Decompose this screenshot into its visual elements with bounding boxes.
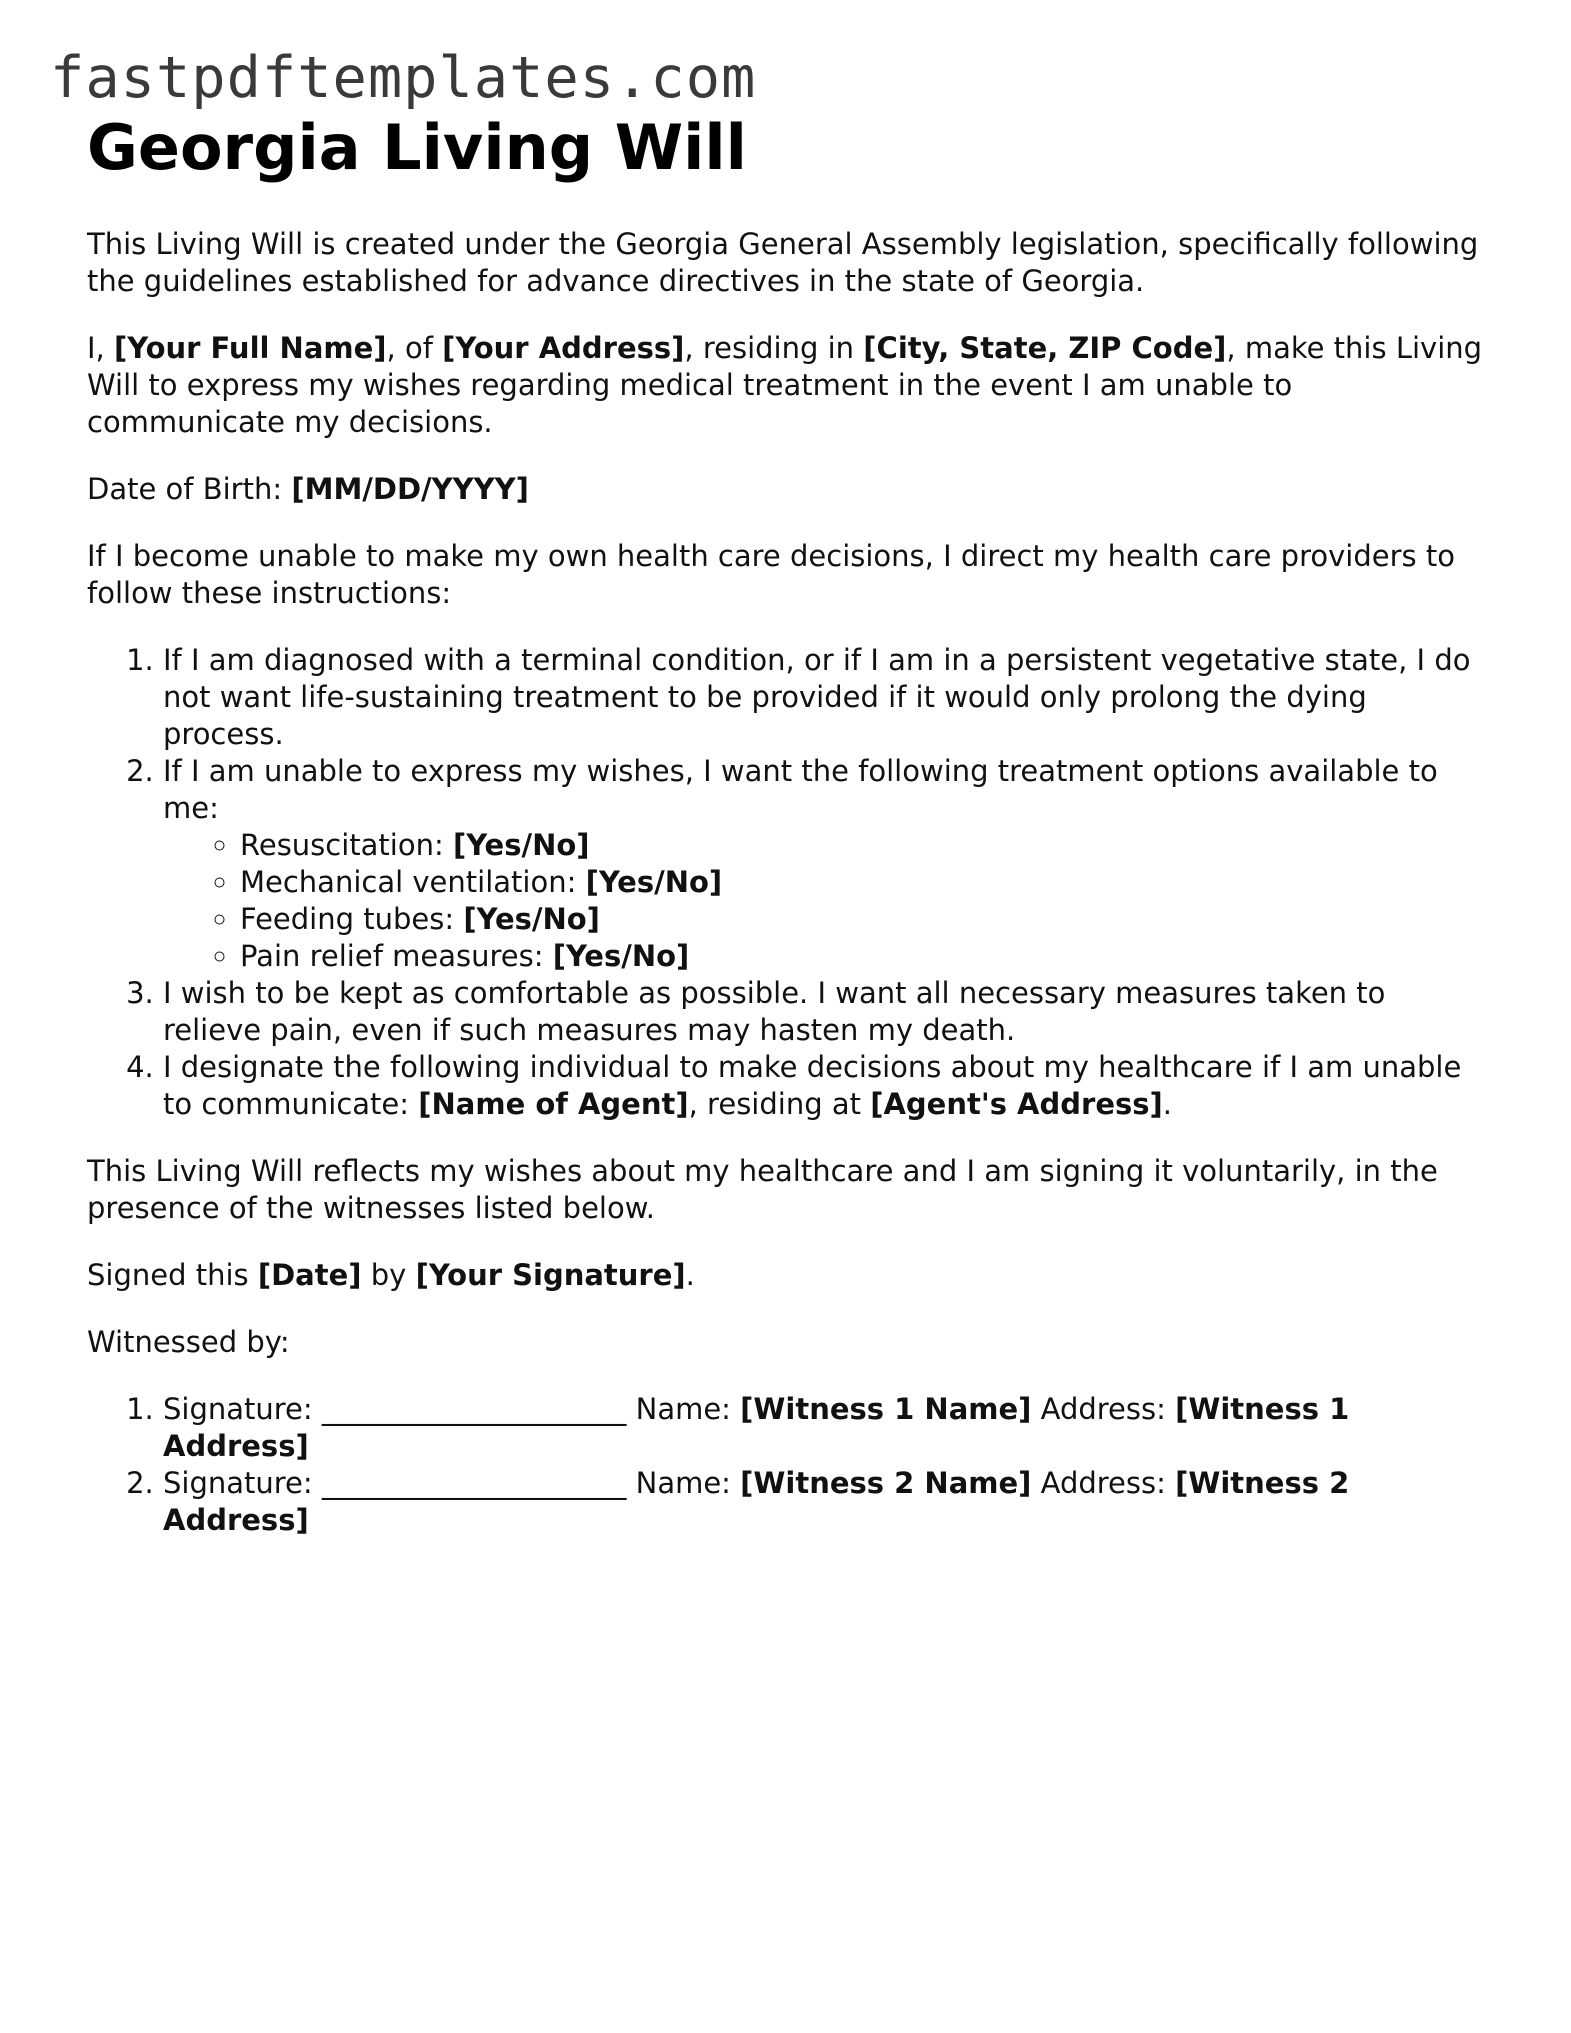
watermark: fastpdftemplates.com [50, 45, 757, 111]
treatment-options-list [163, 827, 1487, 975]
option-field: [Yes/No] [552, 939, 690, 973]
dob-label: Date of Birth: [87, 472, 292, 506]
signed-end: . [685, 1258, 695, 1292]
witness-name-field: [Witness 1 Name] [740, 1392, 1032, 1426]
date-of-birth-line [87, 471, 1487, 508]
option-mechanical-ventilation [240, 864, 1487, 901]
agent-address-field: [Agent's Address] [870, 1087, 1163, 1121]
instruction-item-1-text: If I am diagnosed with a terminal condition, or if I am in a persistent vegetative state, I do not want life-sustaining treatment to be provided if it would only prolong the dying process. [163, 643, 1471, 751]
instructions-intro: If I become unable to make my own health care decisions, I direct my health care providers to follow these instructions: [87, 539, 1455, 610]
option-label: Mechanical ventilation: [240, 865, 586, 899]
instructions-list [87, 642, 1487, 1123]
declaration-paragraph [87, 330, 1487, 441]
instruction-item-4-end: . [1162, 1087, 1172, 1121]
signed-by-text: by [361, 1258, 416, 1292]
option-pain-relief [240, 938, 1487, 975]
signature-field: [Your Signature] [415, 1258, 686, 1292]
closing-paragraph: This Living Will reflects my wishes about my healthcare and I am signing it voluntarily, in the presence of the witnesses listed below. [87, 1154, 1438, 1225]
option-field: [Yes/No] [463, 902, 600, 936]
declaration-suffix: , make this Living Will to express my wishes regarding medical treatment in the event I am unable to communicate my decisions. [87, 331, 1483, 439]
witness-name-label: Name: [626, 1466, 741, 1500]
dob-field: [MM/DD/YYYY] [291, 472, 529, 506]
option-label: Resuscitation: [240, 828, 453, 862]
option-label: Feeding tubes: [240, 902, 464, 936]
option-resuscitation [240, 827, 1487, 864]
witness-2 [163, 1465, 1487, 1539]
witness-1 [163, 1391, 1487, 1465]
witness-signature-label: Signature: [163, 1392, 322, 1426]
option-field: [Yes/No] [452, 828, 590, 862]
instruction-item-3 [163, 975, 1487, 1049]
signed-line [87, 1257, 1487, 1294]
instruction-item-2-text: If I am unable to express my wishes, I want the following treatment options available to me: [163, 754, 1438, 825]
witnessed-by-label: Witnessed by: [87, 1325, 290, 1359]
witness-signature-line: _____________________ [321, 1392, 627, 1426]
witness-list [87, 1391, 1487, 1539]
full-name-field: [Your Full Name] [114, 331, 387, 365]
witness-name-field: [Witness 2 Name] [740, 1466, 1032, 1500]
document-body [87, 112, 1487, 1569]
declaration-of-text: , of [386, 331, 443, 365]
instruction-item-4-text: I designate the following individual to make decisions about my healthcare if I am unable to communicate: [163, 1050, 1462, 1121]
witness-address-field: [Witness 2 Address] [163, 1466, 1350, 1537]
witness-address-field: [Witness 1 Address] [163, 1392, 1350, 1463]
option-feeding-tubes [240, 901, 1487, 938]
address-field: [Your Address] [442, 331, 685, 365]
document-title: Georgia Living Will [87, 111, 747, 184]
instruction-item-4-mid: , residing at [688, 1087, 871, 1121]
city-state-zip-field: [City, State, ZIP Code] [863, 331, 1227, 365]
witness-name-label: Name: [626, 1392, 741, 1426]
witness-signature-line: _____________________ [321, 1466, 627, 1500]
declaration-prefix: I, [87, 331, 114, 365]
witness-address-label: Address: [1031, 1392, 1176, 1426]
witness-address-label: Address: [1031, 1466, 1176, 1500]
instruction-item-4 [163, 1049, 1487, 1123]
witness-signature-label: Signature: [163, 1466, 322, 1500]
signed-date-field: [Date] [257, 1258, 362, 1292]
agent-name-field: [Name of Agent] [418, 1087, 689, 1121]
instruction-item-3-text: I wish to be kept as comfortable as possible. I want all necessary measures taken to relieve pain, even if such measures may hasten my death. [163, 976, 1386, 1047]
signed-prefix: Signed this [87, 1258, 258, 1292]
option-field: [Yes/No] [585, 865, 723, 899]
intro-paragraph: This Living Will is created under the Georgia General Assembly legislation, specifically following the guidelines established for advance directives in the state of Georgia. [87, 227, 1479, 298]
option-label: Pain relief measures: [240, 939, 553, 973]
declaration-residing-text: , residing in [684, 331, 864, 365]
instruction-item-2 [163, 753, 1487, 975]
instruction-item-1 [163, 642, 1487, 753]
